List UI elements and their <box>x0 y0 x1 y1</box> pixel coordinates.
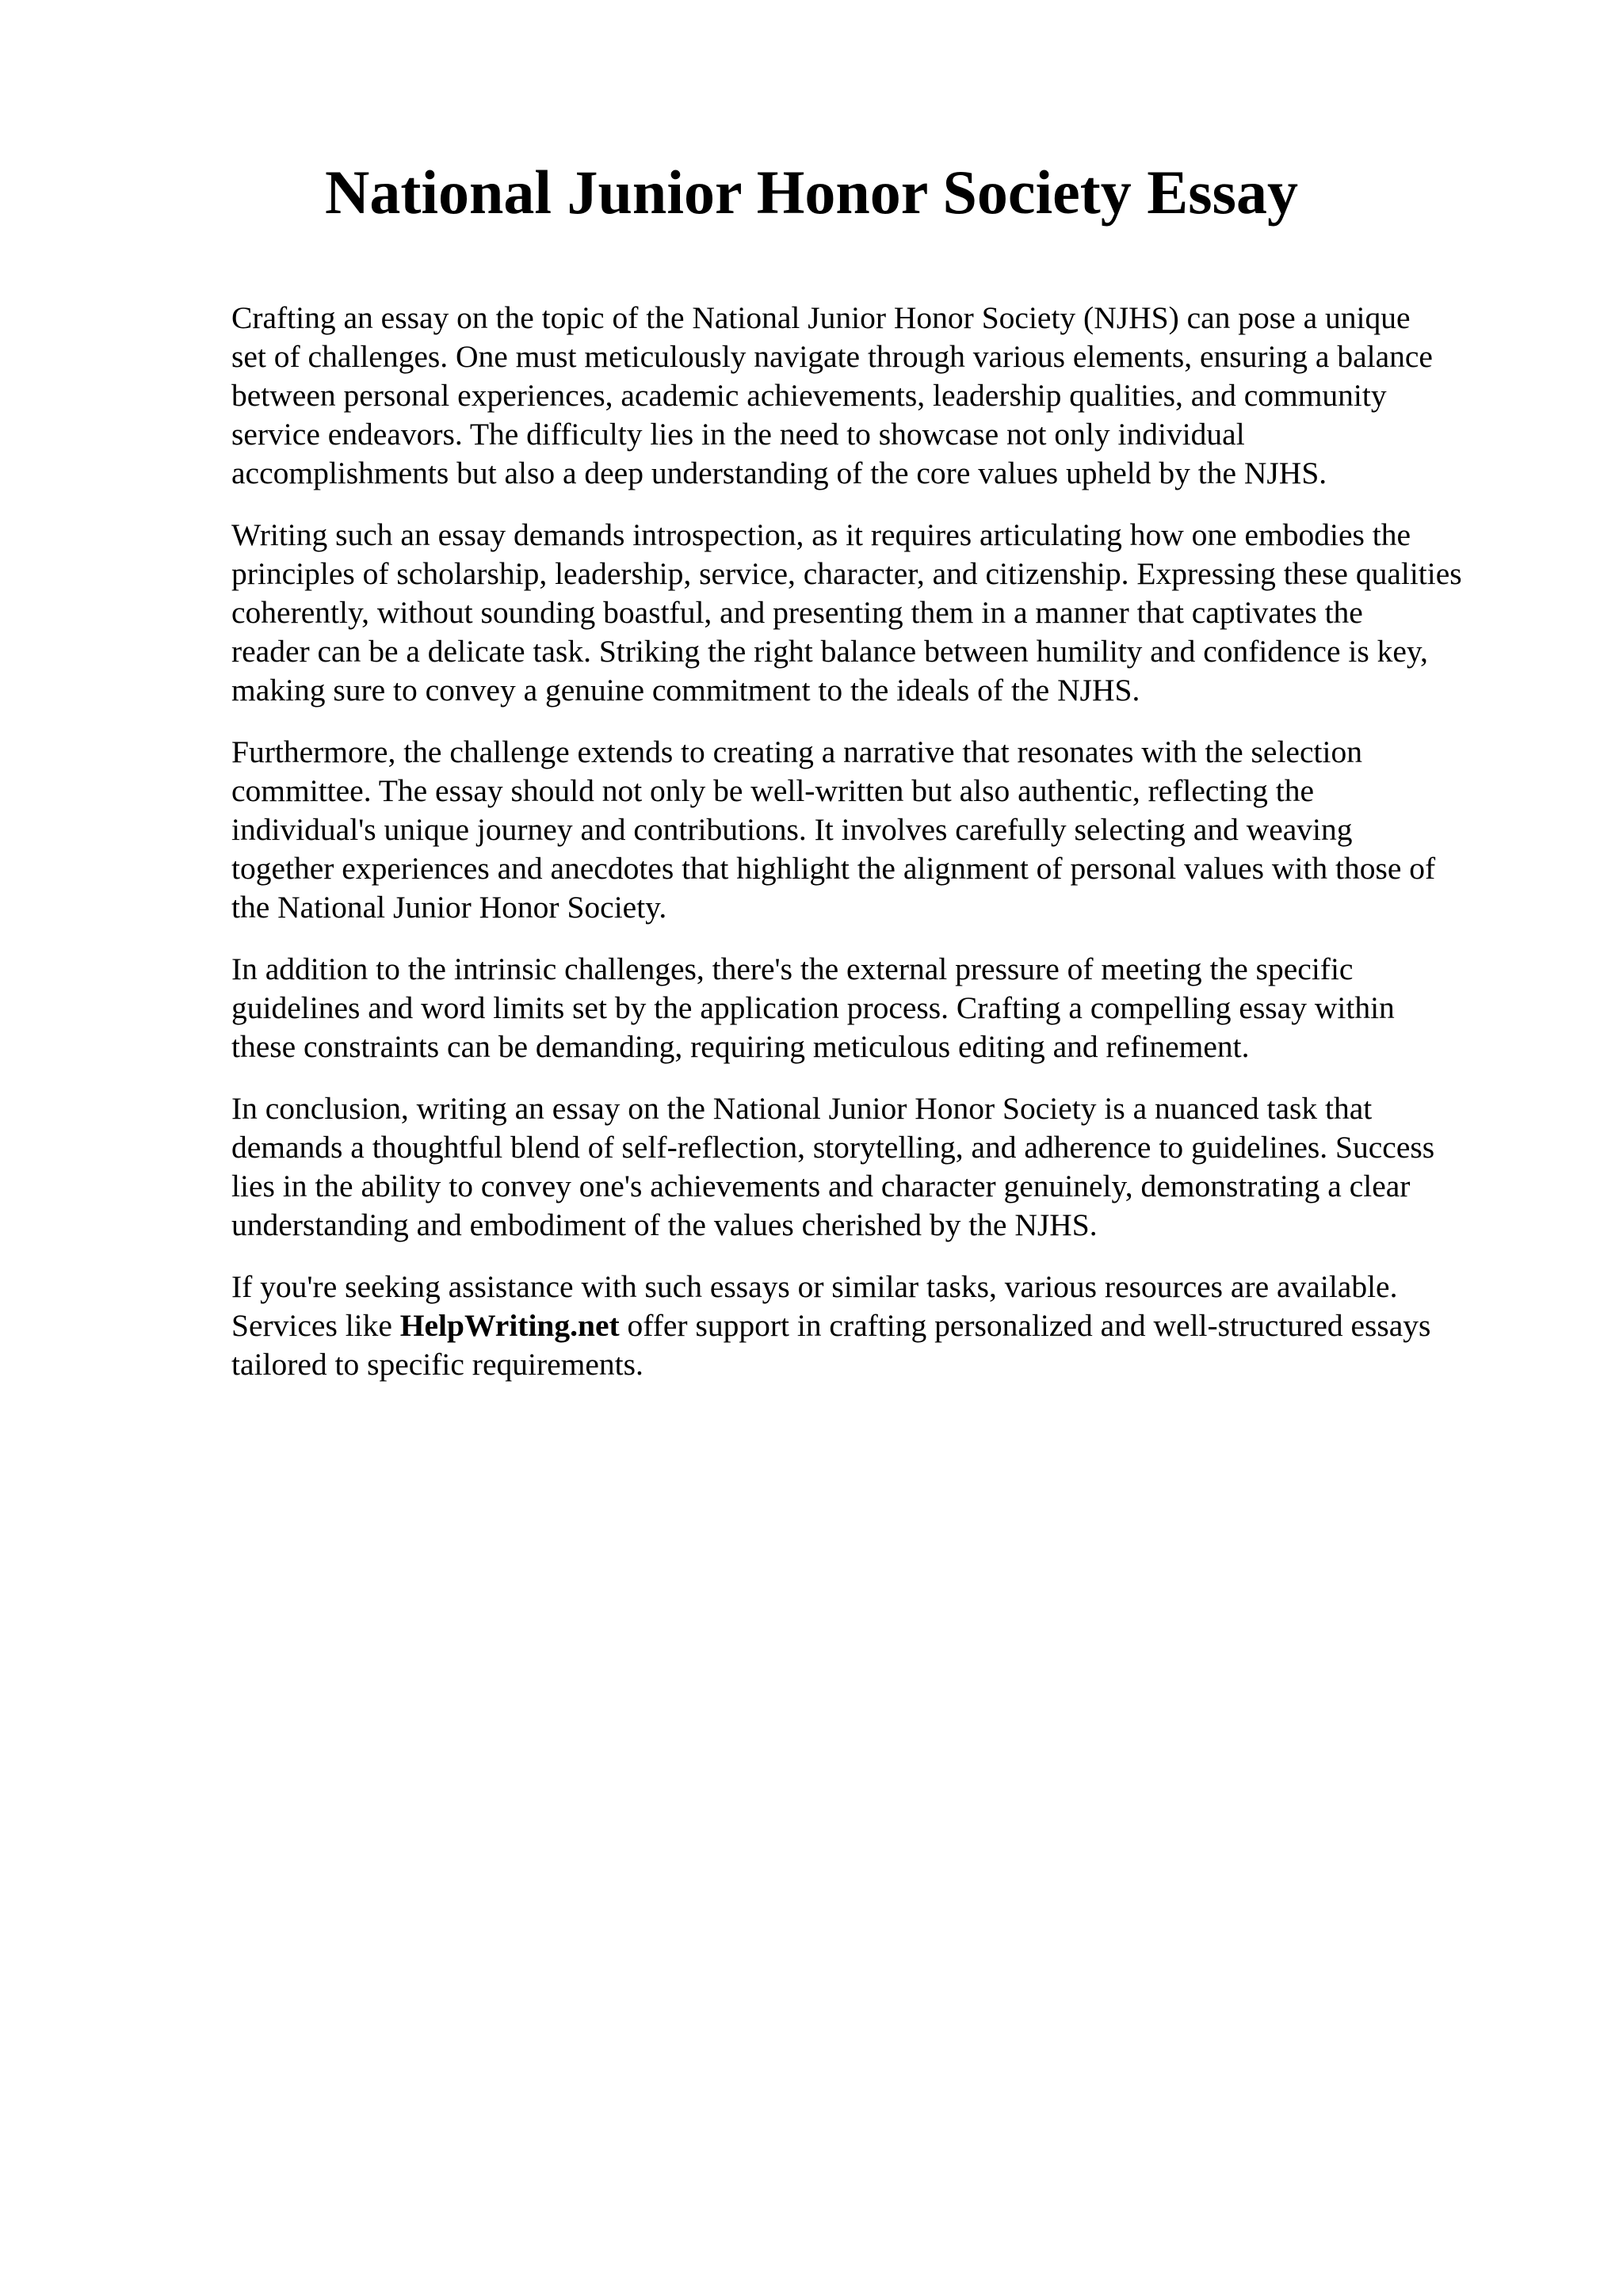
paragraph-line: together experiences and anecdotes that highlight the alignment of personal values with those of <box>231 851 1436 886</box>
helpwriting-brand: HelpWriting.net <box>399 1308 620 1343</box>
paragraph-5 <box>231 1089 1547 1245</box>
paragraph-line: committee. The essay should not only be well-written but also authentic, reflecting the <box>231 773 1315 808</box>
paragraph-line: service endeavors. The difficulty lies in the need to showcase not only individual <box>231 417 1245 452</box>
paragraph-line: If you're seeking assistance with such essays or similar tasks, various resources are available. <box>231 1269 1398 1304</box>
paragraph-line: Furthermore, the challenge extends to creating a narrative that resonates with the selection <box>231 734 1362 769</box>
offer-support-text: offer support in crafting personalized and well-structured essays <box>627 1308 1431 1343</box>
paragraph-line: In conclusion, writing an essay on the National Junior Honor Society is a nuanced task that <box>231 1091 1373 1126</box>
paragraph-line: set of challenges. One must meticulously navigate through various elements, ensuring a balance <box>231 339 1433 374</box>
paragraph-line: between personal experiences, academic achievements, leadership qualities, and community <box>231 378 1387 413</box>
paragraph-line: individual's unique journey and contributions. It involves carefully selecting and weaving <box>231 812 1353 847</box>
paragraph-line: reader can be a delicate task. Striking the right balance between humility and confidence is key, <box>231 634 1428 669</box>
paragraph-line: tailored to specific requirements. <box>231 1347 643 1382</box>
paragraph-line: In addition to the intrinsic challenges, there's the external pressure of meeting the specific <box>231 952 1354 986</box>
paragraph-line: demands a thoughtful blend of self-reflection, storytelling, and adherence to guidelines. Success <box>231 1130 1435 1165</box>
paragraph-3 <box>231 733 1547 927</box>
paragraph-line: accomplishments but also a deep understanding of the core values upheld by the NJHS. <box>231 456 1327 490</box>
paragraph-line: lies in the ability to convey one's achievements and character genuinely, demonstrating a clear <box>231 1169 1411 1203</box>
paragraph-1 <box>231 299 1547 493</box>
paragraph-line: guidelines and word limits set by the application process. Crafting a compelling essay within <box>231 990 1395 1025</box>
paragraph-4 <box>231 950 1547 1066</box>
services-like-text: Services like <box>231 1308 392 1343</box>
paragraph-line: Writing such an essay demands introspection, as it requires articulating how one embodies the <box>231 517 1411 552</box>
paragraph-line: principles of scholarship, leadership, service, character, and citizenship. Expressing these qualities <box>231 556 1462 591</box>
paragraph-line: Crafting an essay on the topic of the National Junior Honor Society (NJHS) can pose a unique <box>231 300 1411 335</box>
closing-paragraph <box>231 1268 1547 1384</box>
paragraph-line: coherently, without sounding boastful, and presenting them in a manner that captivates the <box>231 595 1363 630</box>
paragraph-line: these constraints can be demanding, requiring meticulous editing and refinement. <box>231 1029 1250 1064</box>
document-title: National Junior Honor Society Essay <box>325 158 1298 227</box>
document-body <box>231 299 1547 1407</box>
paragraph-line: understanding and embodiment of the values cherished by the NJHS. <box>231 1207 1098 1242</box>
paragraph-line: making sure to convey a genuine commitment to the ideals of the NJHS. <box>231 673 1140 707</box>
paragraph-line <box>231 1306 1547 1345</box>
paragraph-2 <box>231 516 1547 710</box>
paragraph-line: the National Junior Honor Society. <box>231 890 667 925</box>
